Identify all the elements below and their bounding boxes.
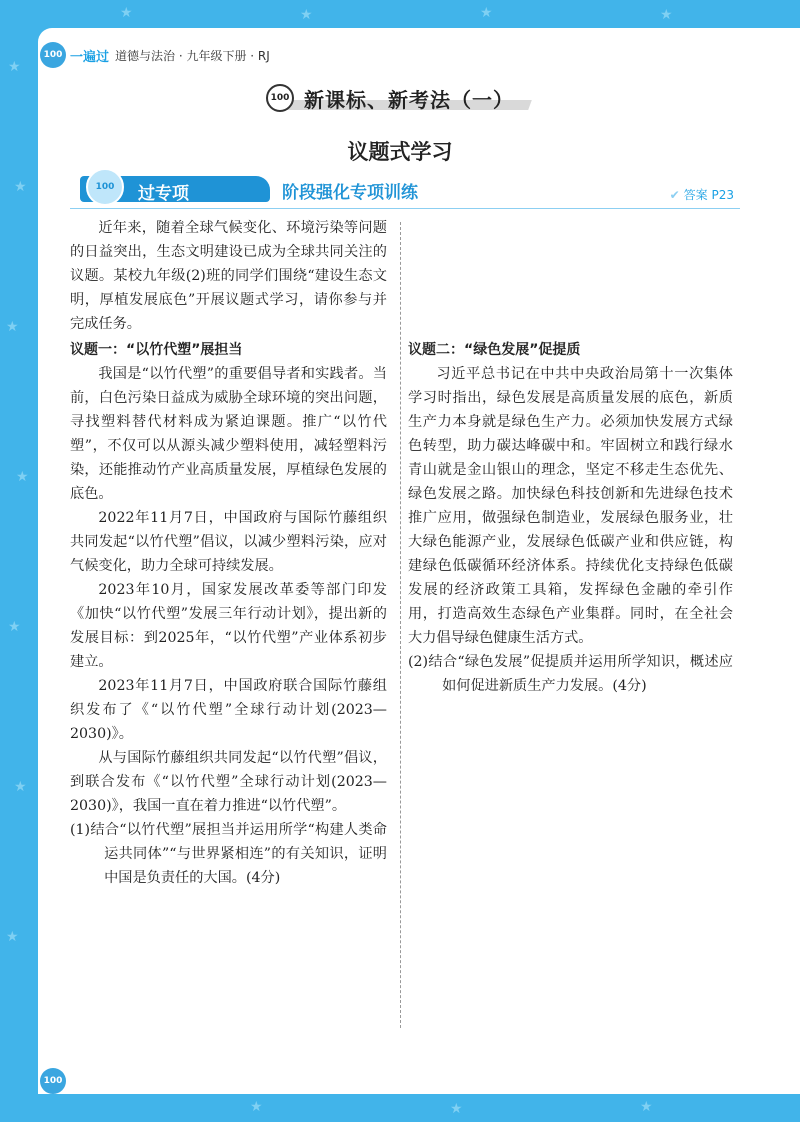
check-icon: ✔ <box>669 188 680 202</box>
star-decoration-icon: ★ <box>660 7 673 23</box>
star-decoration-icon: ★ <box>250 1099 263 1115</box>
title-banner <box>270 86 530 112</box>
brand-label: 一遍过 <box>70 49 110 65</box>
topic-2-paragraph: 习近平总书记在中共中央政治局第十一次集体学习时指出，绿色发展是高质量发展的底色，新质生产力本身就是绿色生产力。必须加快发展方式绿色转型，助力碳达峰碳中和。牢固树立和践行绿水青山就是金山银山的理念，坚定不移走生态优先、绿色发展之路。加快绿色科技创新和先进绿色技术推广应用，做强绿色制造业，发展绿色服务业，壮大绿色能源产业，发展绿色低碳产业和供应链，构建绿色低碳循环经济体系。持续优化支持绿色低碳发展的经济政策工具箱，发挥绿色金融的牵引作用，打造高效生态绿色产业集群。同时，在全社会大力倡导绿色健康生活方式。 <box>408 366 733 646</box>
question-2: (2)结合“绿色发展”促提质并运用所学知识，概述应如何促进新质生产力发展。(4分) <box>408 654 733 694</box>
right-column <box>408 216 733 698</box>
star-decoration-icon: ★ <box>6 929 19 945</box>
topic-1-heading: 议题一：“以竹代塑”展担当 <box>70 342 243 358</box>
page-title: 新课标、新考法（一） <box>304 88 514 112</box>
footer-slogan <box>102 1072 142 1090</box>
badge-icon: 100 <box>266 84 294 112</box>
star-decoration-icon: ★ <box>300 7 313 23</box>
answer-reference-label: 答案 P23 <box>683 188 734 202</box>
column-divider <box>400 222 401 1028</box>
slogan-line-1: 上课认真听 <box>101 1072 142 1081</box>
star-decoration-icon: ★ <box>480 5 493 21</box>
star-decoration-icon: ★ <box>14 179 27 195</box>
question-1: (1)结合“以竹代塑”展担当并运用所学“构建人类命运共同体”“与世界紧相连”的有关知识，证明中国是负责任的大国。(4分) <box>70 822 387 886</box>
topic-1-paragraph: 从与国际竹藤组织共同发起“以竹代塑”倡议，到联合发布《“以竹代塑”全球行动计划(2023—2030)》，我国一直在着力推进“以竹代塑”。 <box>70 750 387 814</box>
page-subtitle: 议题式学习 <box>347 140 453 164</box>
section-mascot-icon: 100 <box>86 168 124 206</box>
page-footer <box>40 1068 142 1094</box>
footer-mascot-icon: 100 <box>40 1068 66 1094</box>
topic-1-paragraph: 2023年11月7日，中国政府联合国际竹藤组织发布了《“以竹代塑”全球行动计划(2023—2030)》。 <box>70 678 387 742</box>
star-decoration-icon: ★ <box>6 319 19 335</box>
intro-paragraph: 近年来，随着全球气候变化、环境污染等问题的日益突出，生态文明建设已成为全球共同关注的议题。某校九年级(2)班的同学们围绕“建设生态文明，厚植发展底色”开展议题式学习，请你参与并完成任务。 <box>70 220 387 332</box>
section-tab-label: 过专项 <box>138 184 189 204</box>
star-decoration-icon: ★ <box>640 1099 653 1115</box>
star-decoration-icon: ★ <box>450 1101 463 1117</box>
star-decoration-icon: ★ <box>16 469 29 485</box>
slogan-line-2: 下课练不愁 <box>101 1081 142 1090</box>
section-divider-line <box>70 208 740 209</box>
answer-reference <box>670 186 734 203</box>
page-number: 49 <box>72 1071 96 1091</box>
star-decoration-icon: ★ <box>14 779 27 795</box>
topic-1-paragraph: 2022年11月7日，中国政府与国际竹藤组织共同发起“以竹代塑”倡议，以减少塑料污染，应对气候变化，助力全球可持续发展。 <box>70 510 387 574</box>
star-decoration-icon: ★ <box>120 5 133 21</box>
star-decoration-icon: ★ <box>8 59 21 75</box>
section-tab <box>80 176 270 202</box>
left-column <box>70 216 387 890</box>
topic-1-paragraph: 2023年10月，国家发展改革委等部门印发《加快“以竹代塑”发展三年行动计划》，提出新的发展目标：到2025年，“以竹代塑”产业体系初步建立。 <box>70 582 387 670</box>
topic-2-heading: 议题二：“绿色发展”促提质 <box>408 342 581 358</box>
section-subtitle: 阶段强化专项训练 <box>282 183 418 203</box>
section-bar <box>70 172 740 212</box>
book-info: 道德与法治 · 九年级下册 · RJ <box>115 48 270 63</box>
mascot-logo-icon: 100 <box>40 42 66 68</box>
topic-1-paragraph: 我国是“以竹代塑”的重要倡导者和实践者。当前，白色污染日益成为威胁全球环境的突出问题，寻找塑料替代材料成为紧迫课题。推广“以竹代塑”，不仅可以从源头减少塑料使用，减轻塑料污染，还能推动竹产业高质量发展，厚植绿色发展的底色。 <box>70 366 387 502</box>
star-decoration-icon: ★ <box>8 619 21 635</box>
running-header <box>40 40 270 70</box>
